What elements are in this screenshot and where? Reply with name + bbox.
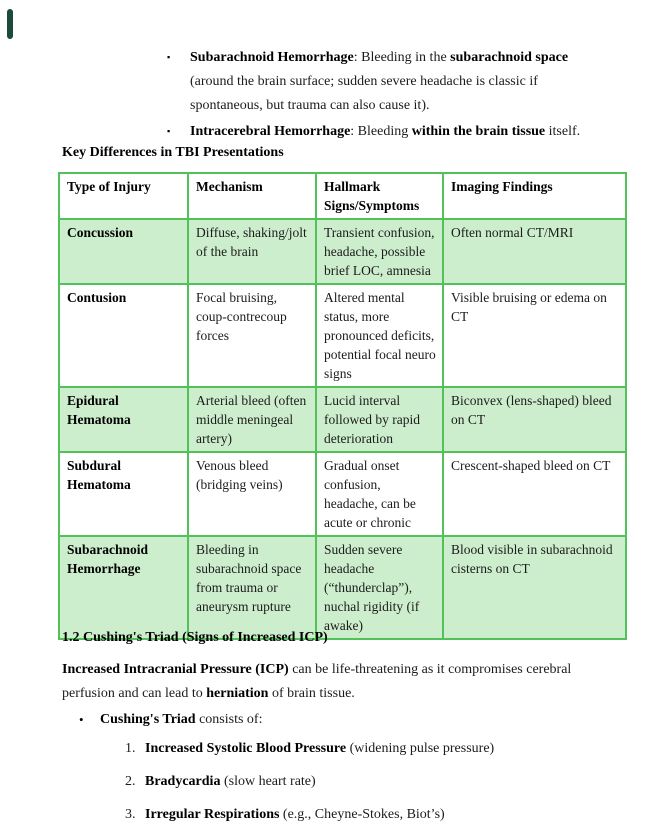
numbered-item-text: Increased Systolic Blood Pressure (widening pulse pressure) — [145, 741, 495, 756]
list-number: 2. — [125, 774, 136, 789]
table-header-row — [59, 173, 626, 219]
table-cell: Altered mental status, more pronounced deficits, potential focal neuro signs — [316, 284, 443, 387]
numbered-item — [125, 806, 445, 823]
vertical-accent-bar — [7, 9, 13, 39]
table-cell: Lucid interval followed by rapid deterioration — [316, 387, 443, 452]
square-bullet-icon: ▪ — [167, 126, 171, 136]
table-row — [59, 219, 626, 284]
numbered-item — [125, 740, 494, 757]
table-cell: Arterial bleed (often middle meningeal artery) — [188, 387, 316, 452]
table-cell: Crescent-shaped bleed on CT — [443, 452, 626, 536]
table-cell: Subdural Hematoma — [59, 452, 188, 536]
numbered-item-text: Bradycardia (slow heart rate) — [145, 774, 316, 789]
column-header: Type of Injury — [59, 173, 188, 219]
numbered-item — [125, 773, 316, 790]
table-cell: Blood visible in subarachnoid cisterns on CT — [443, 536, 626, 639]
list-number: 1. — [125, 741, 136, 756]
round-bullet-icon: • — [79, 712, 84, 727]
numbered-item-text: Irregular Respirations (e.g., Cheyne-Stokes, Biot’s) — [145, 807, 445, 822]
table-cell: Subarachnoid Hemorrhage — [59, 536, 188, 639]
table-cell: Sudden severe headache (“thunderclap”), nuchal rigidity (if awake) — [316, 536, 443, 639]
column-header: Mechanism — [188, 173, 316, 219]
column-header: Hallmark Signs/Symptoms — [316, 173, 443, 219]
table-cell: Often normal CT/MRI — [443, 219, 626, 284]
square-bullet-icon: ▪ — [167, 52, 171, 62]
table-cell: Focal bruising, coup-contrecoup forces — [188, 284, 316, 387]
icp-paragraph: Increased Intracranial Pressure (ICP) can be life-threatening as it compromises cerebral perfusion and can lead to herniation of brain tissue. — [62, 662, 572, 701]
table-cell: Transient confusion, headache, possible brief LOC, amnesia — [316, 219, 443, 284]
tbi-comparison-table — [58, 172, 627, 640]
table-body — [59, 219, 626, 639]
bullet-item-intracerebral: Intracerebral Hemorrhage: Bleeding within the brain tissue itself. — [190, 124, 581, 139]
table-cell: Contusion — [59, 284, 188, 387]
table-cell: Epidural Hematoma — [59, 387, 188, 452]
bullet-item-cushings-triad: Cushing's Triad consists of: — [100, 712, 263, 727]
table-row — [59, 536, 626, 639]
table-row — [59, 284, 626, 387]
section-heading: 1.2 Cushing's Triad (Signs of Increased ICP) — [62, 630, 328, 645]
bullet-item-subarachnoid: Subarachnoid Hemorrhage: Bleeding in the subarachnoid space (around the brain surface; sudden severe headache is classic if spontaneous, but trauma can also cause it). — [190, 50, 569, 113]
table-cell: Diffuse, shaking/jolt of the brain — [188, 219, 316, 284]
list-number: 3. — [125, 807, 136, 822]
table-cell: Biconvex (lens-shaped) bleed on CT — [443, 387, 626, 452]
table-title: Key Differences in TBI Presentations — [62, 145, 284, 160]
table-cell: Gradual onset confusion, headache, can be acute or chronic — [316, 452, 443, 536]
table-row — [59, 452, 626, 536]
table-cell: Visible bruising or edema on CT — [443, 284, 626, 387]
table-cell: Venous bleed (bridging veins) — [188, 452, 316, 536]
table-cell: Bleeding in subarachnoid space from trauma or aneurysm rupture — [188, 536, 316, 639]
table-cell: Concussion — [59, 219, 188, 284]
column-header: Imaging Findings — [443, 173, 626, 219]
table-row — [59, 387, 626, 452]
